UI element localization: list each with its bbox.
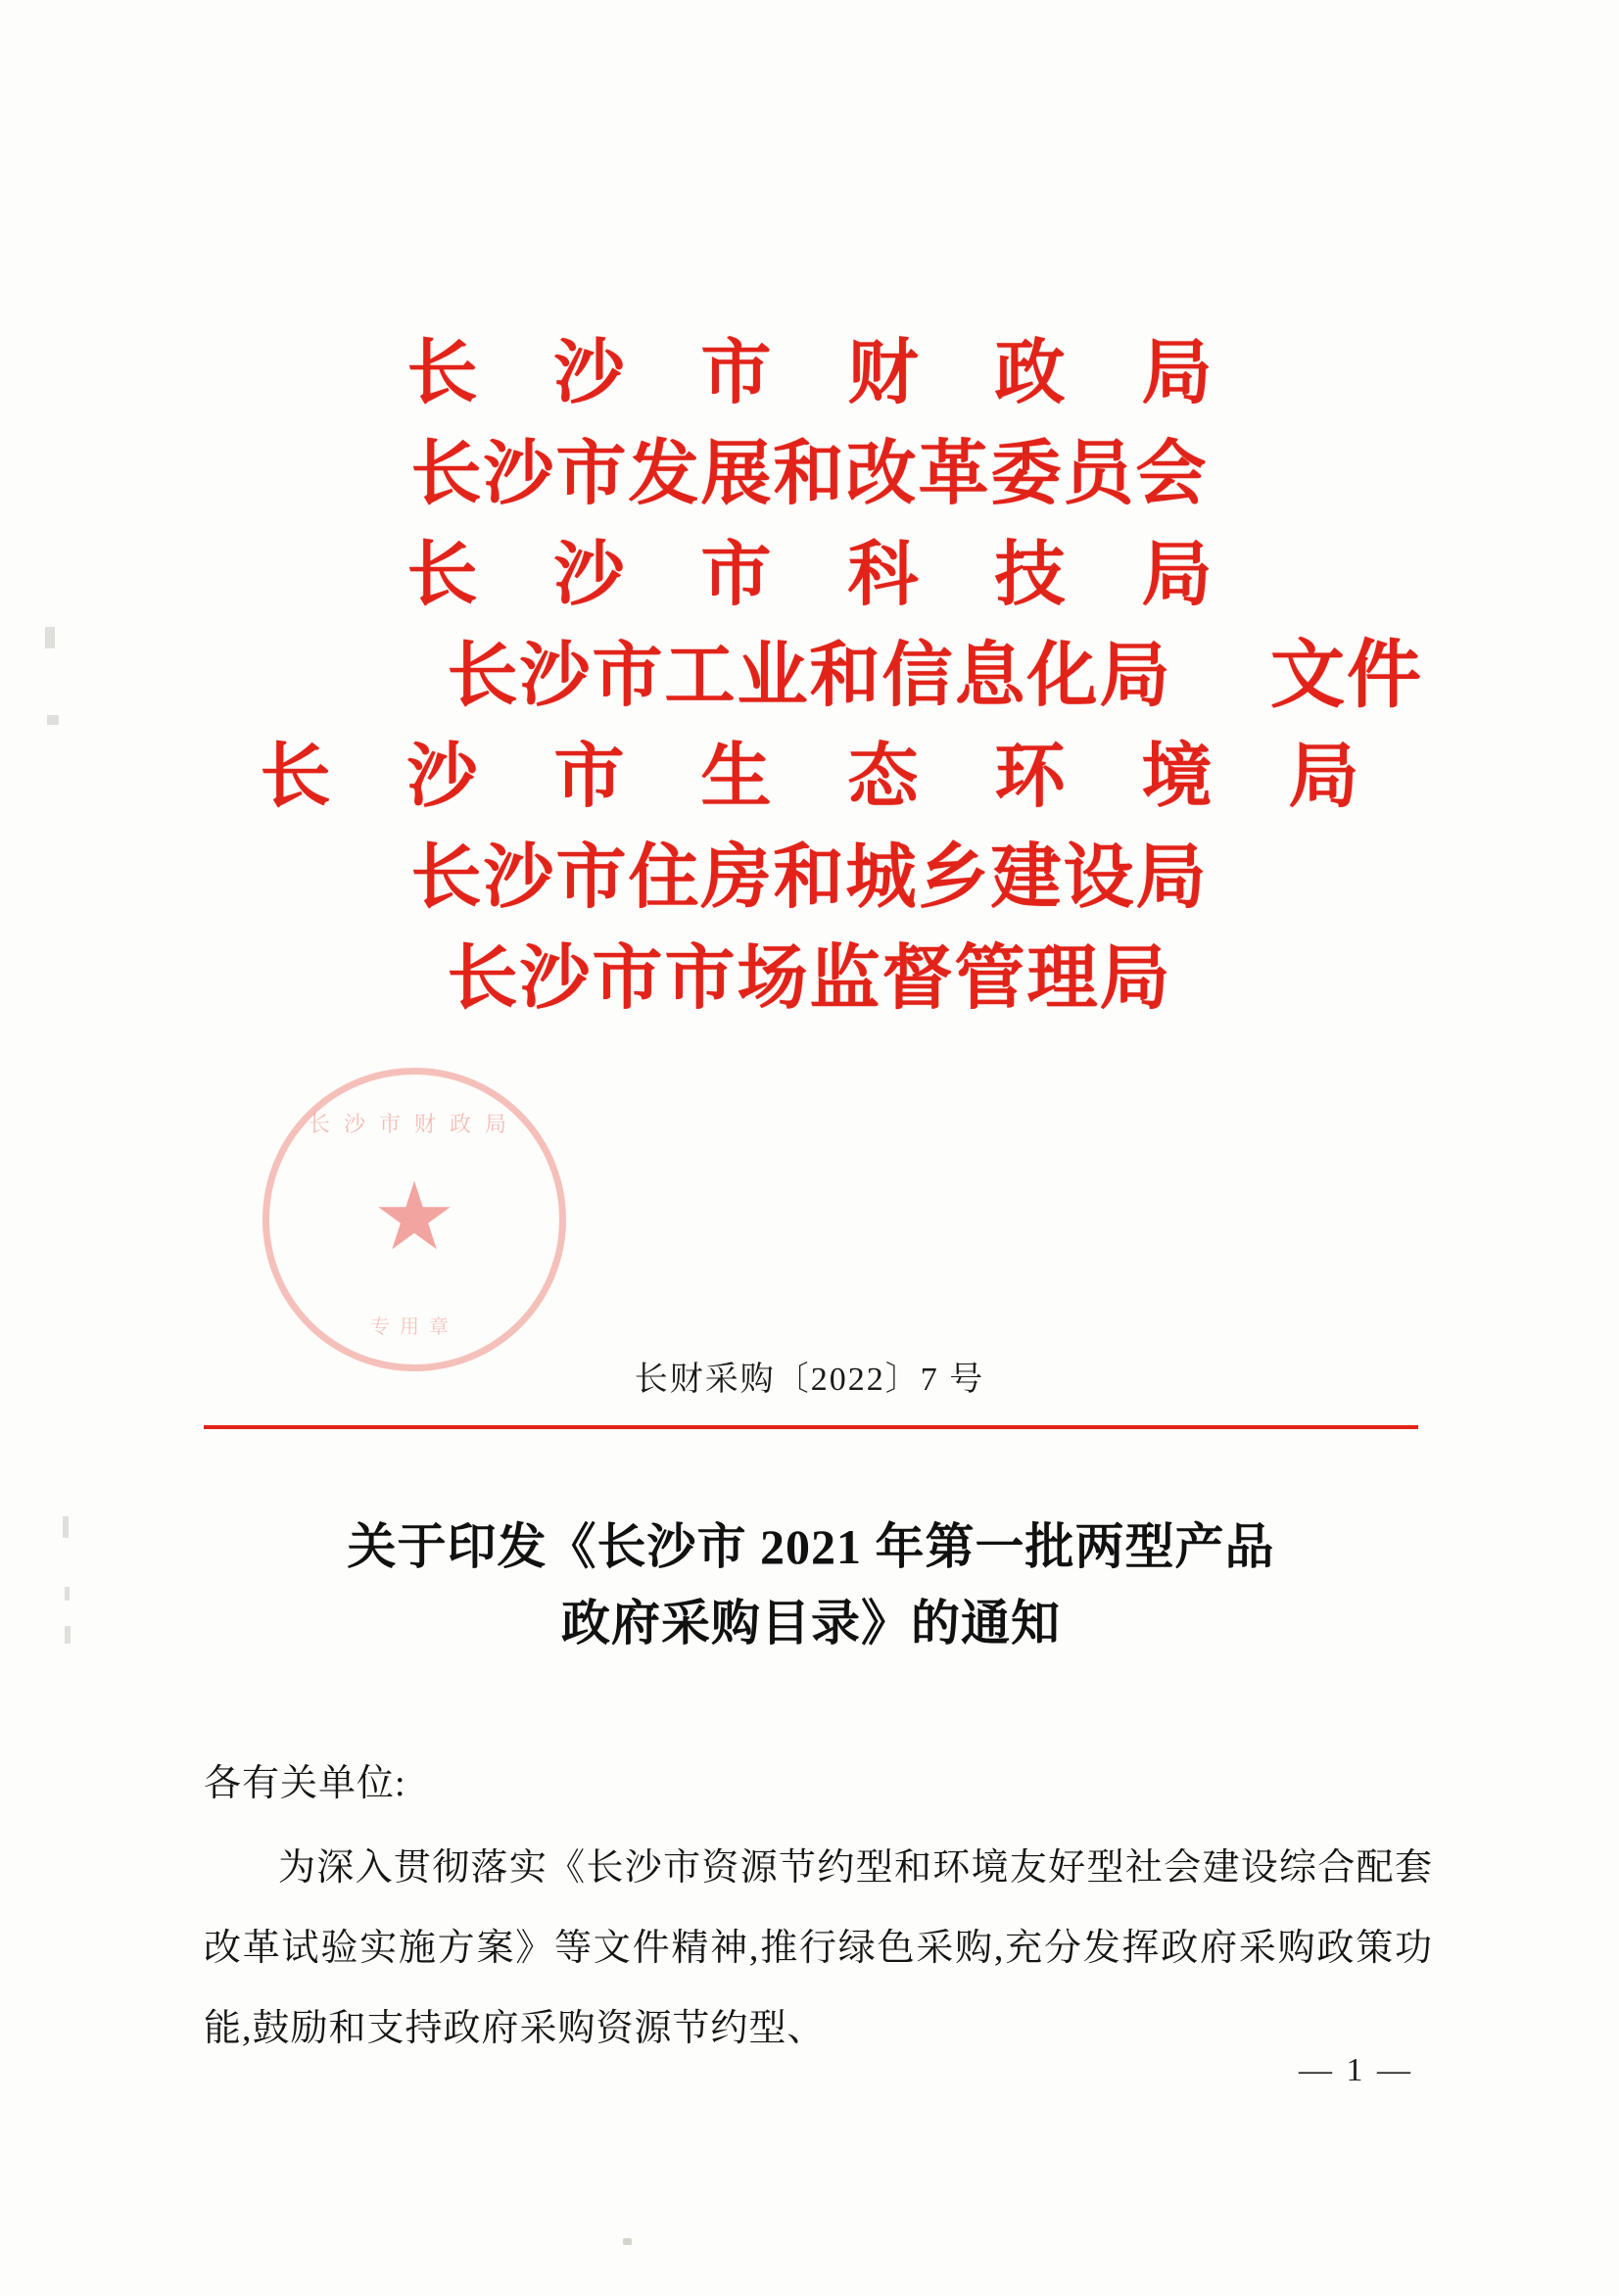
scan-artifact-mark [65, 1626, 71, 1644]
page-title-line-1: 关于印发《长沙市 2021 年第一批两型产品 [347, 1519, 1275, 1574]
issuing-org-line-5: 长 沙 市 生 态 环 境 局 [260, 738, 1389, 816]
issuing-org-line-3: 长 沙 市 科 技 局 [406, 536, 1242, 614]
body-paragraph-1: 为深入贯彻落实《长沙市资源节约型和环境友好型社会建设综合配套改革试验实施方案》等文件精神,推行绿色采购,充分发挥政府采购政策功能,鼓励和支持政府采购资源节约型、 [204, 1847, 1433, 2049]
issuing-org-line-6: 长沙市住房和城乡建设局 [410, 838, 1209, 917]
page-number: — 1 — [1299, 2052, 1413, 2088]
document-number: 长财采购〔2022〕7 号 [634, 1362, 985, 1398]
official-seal-stamp [262, 1068, 566, 1371]
document-header [0, 323, 1619, 1029]
seal-bottom-text: 专用章 [370, 1316, 458, 1338]
document-word-label: 文件 [1270, 635, 1423, 717]
issuing-org-line-1: 长 沙 市 财 政 局 [406, 334, 1242, 412]
red-divider-rule [204, 1425, 1418, 1429]
issuing-org-line-2: 长沙市发展和改革委员会 [410, 435, 1209, 513]
star-icon: ★ [371, 1165, 457, 1270]
issuing-org-line-4-text: 长沙市工业和信息化局 [447, 637, 1172, 715]
seal-top-text: 长沙市财政局 [308, 1112, 520, 1136]
page-title-line-2: 政府采购目录》的通知 [561, 1596, 1061, 1650]
scan-artifact-mark [63, 1516, 69, 1538]
scan-artifact-mark [65, 1587, 70, 1601]
issuing-org-line-4 [0, 626, 1619, 727]
document-body [204, 1744, 1433, 2069]
issuing-org-line-7: 长沙市市场监督管理局 [447, 939, 1172, 1018]
page-title [204, 1508, 1418, 1661]
salutation: 各有关单位: [204, 1763, 406, 1804]
scan-artifact-mark [623, 2238, 632, 2245]
